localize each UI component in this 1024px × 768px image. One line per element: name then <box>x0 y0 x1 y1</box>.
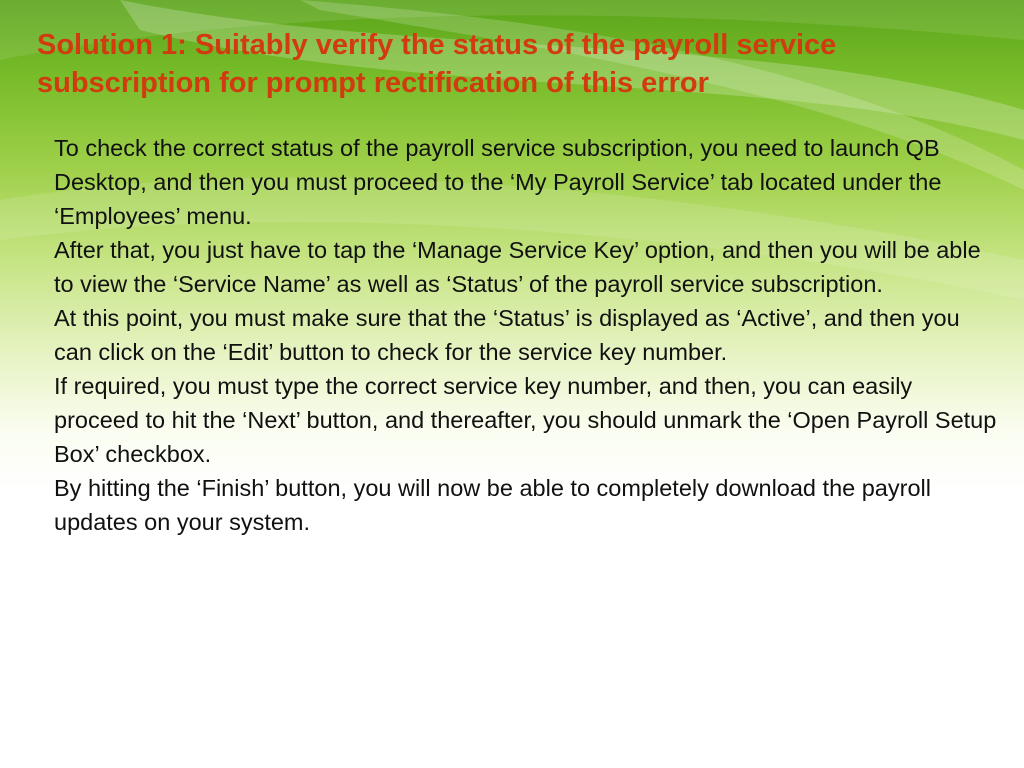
body-paragraph: After that, you just have to tap the ‘Manage Service Key’ option, and then you will be able to view the ‘Service Name’ as well as ‘Status’ of the payroll service subscription. <box>54 237 981 297</box>
body-paragraph: By hitting the ‘Finish’ button, you will now be able to completely download the payroll updates on your system. <box>54 475 931 535</box>
slide-body <box>54 131 999 539</box>
body-paragraph: If required, you must type the correct service key number, and then, you can easily proceed to hit the ‘Next’ button, and thereafter, you should unmark the ‘Open Payroll Setup Box’ checkbox. <box>54 373 997 467</box>
slide-title: Solution 1: Suitably verify the status of the payroll service subscription for prompt rectification of this error <box>37 29 837 99</box>
body-paragraph: To check the correct status of the payroll service subscription, you need to launch QB Desktop, and then you must proceed to the ‘My Payroll Service’ tab located under the ‘Employees’ menu. <box>54 135 942 229</box>
body-paragraph: At this point, you must make sure that the ‘Status’ is displayed as ‘Active’, and then you can click on the ‘Edit’ button to check for the service key number. <box>54 305 960 365</box>
